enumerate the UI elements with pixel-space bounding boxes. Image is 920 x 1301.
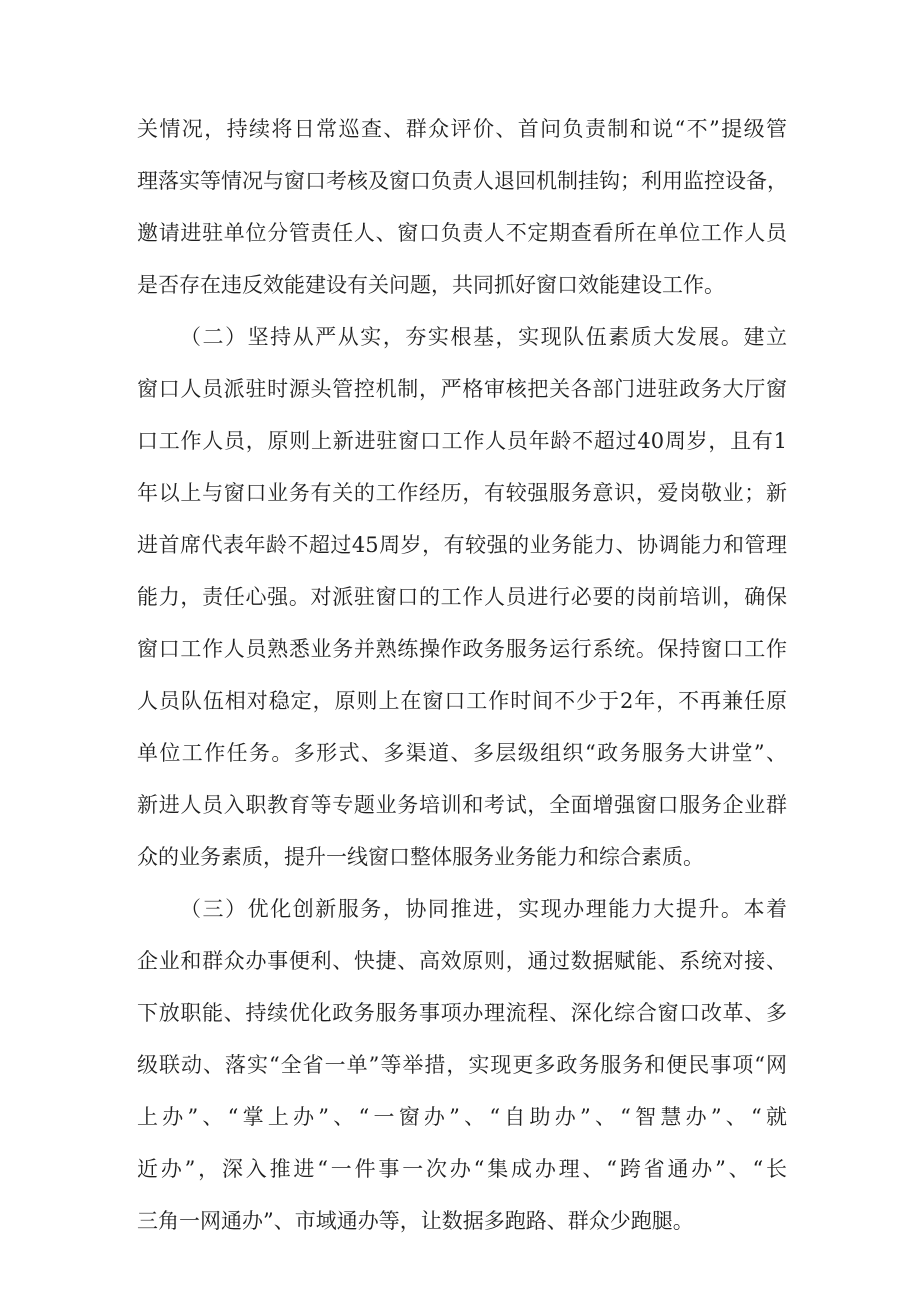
body-text-line: 邀请进驻单位分管责任人、窗口负责人不定期查看所在单位工作人员 <box>137 221 787 245</box>
body-text-line: 级联动、落实“全省一单”等举措，实现更多政务服务和便民事项“网 <box>137 1053 787 1077</box>
body-text-line: 单位工作任务。多形式、多渠道、多层级组织“政务服务大讲堂”、 <box>137 741 787 765</box>
body-text-line: 企业和群众办事便利、快捷、高效原则，通过数据赋能、系统对接、 <box>137 949 787 973</box>
body-text-line: 理落实等情况与窗口考核及窗口负责人退回机制挂钩；利用监控设备， <box>137 169 788 193</box>
body-text-line: 进首席代表年龄不超过45周岁，有较强的业务能力、协调能力和管理 <box>137 533 787 557</box>
body-text-line: 年以上与窗口业务有关的工作经历，有较强服务意识，爱岗敬业；新 <box>137 481 787 505</box>
body-text-line: 是否存在违反效能建设有关问题，共同抓好窗口效能建设工作。 <box>137 273 725 297</box>
body-text-line: 窗口人员派驻时源头管控机制，严格审核把关各部门进驻政务大厅窗 <box>137 377 787 401</box>
section-heading-3: （三）优化创新服务，协同推进，实现办理能力大提升。本着 <box>180 897 787 921</box>
body-text-line: 下放职能、持续优化政务服务事项办理流程、深化综合窗口改革、多 <box>137 1001 787 1025</box>
body-text-line: 新进人员入职教育等专题业务培训和考试，全面增强窗口服务企业群 <box>137 793 787 817</box>
body-text-line: 口工作人员，原则上新进驻窗口工作人员年龄不超过40周岁，且有1 <box>137 429 787 453</box>
body-text-line: 众的业务素质，提升一线窗口整体服务业务能力和综合素质。 <box>137 845 704 869</box>
body-text-line: 关情况，持续将日常巡查、群众评价、首问负责制和说“不”提级管 <box>137 117 787 141</box>
body-text-line: 三角一网通办”、市域通办等，让数据多跑路、群众少跑腿。 <box>137 1209 694 1233</box>
body-text-line: 窗口工作人员熟悉业务并熟练操作政务服务运行系统。保持窗口工作 <box>137 637 787 661</box>
body-text-line: 能力，责任心强。对派驻窗口的工作人员进行必要的岗前培训，确保 <box>137 585 787 609</box>
body-text-line: 上办”、“掌上办”、“一窗办”、“自助办”、“智慧办”、“就 <box>137 1105 787 1129</box>
body-text-line: 近办”，深入推进“一件事一次办“集成办理、“跨省通办”、“长 <box>137 1157 787 1181</box>
section-heading-2: （二）坚持从严从实，夯实根基，实现队伍素质大发展。建立 <box>180 325 787 349</box>
body-text-line: 人员队伍相对稳定，原则上在窗口工作时间不少于2年，不再兼任原 <box>137 689 787 713</box>
